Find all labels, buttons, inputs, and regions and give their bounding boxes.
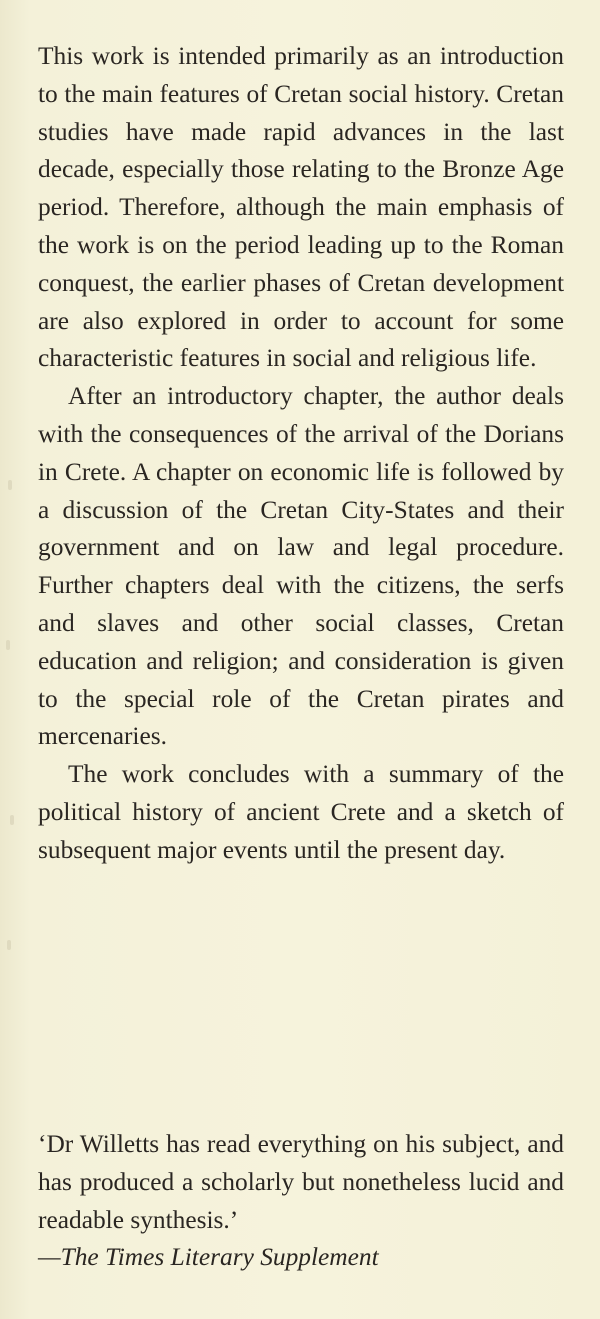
blurb-paragraph-3: The work concludes with a summary of the political history of ancient Crete and a sketch of subsequent major events until the present day. bbox=[38, 760, 564, 864]
paper-speck bbox=[7, 940, 11, 950]
paper-speck bbox=[10, 815, 14, 825]
paper-speck bbox=[8, 480, 12, 490]
blurb-paragraph-2: After an introductory chapter, the author deals with the consequences of the arrival of the Dorians in Crete. A chapter on economic life is followed by a discussion of the Cretan City-States and their government and on law and legal procedure. Further chapters deal with the citizens, the serfs and slaves and other social classes, Cretan education and religion; and consideration is given to the special role of the Cretan pirates and mercenaries. bbox=[38, 382, 564, 751]
review-quote-block bbox=[38, 1126, 564, 1277]
blurb-text bbox=[38, 38, 564, 870]
paper-speck bbox=[6, 640, 10, 650]
review-quote: ‘Dr Willetts has read everything on his subject, and has produced a scholarly but nonetheless lucid and readable synthesis.’ bbox=[38, 1130, 564, 1234]
review-attribution: —The Times Literary Supplement bbox=[38, 1243, 379, 1272]
blurb-paragraph-1: This work is intended primarily as an introduction to the main features of Cretan social history. Cretan studies have made rapid advances in the last decade, especially those relating to the Bronze Age period. Therefore, although the main emphasis of the work is on the period leading up to the Roman conquest, the earlier phases of Cretan development are also explored in order to account for some characteristic features in social and religious life. bbox=[38, 42, 564, 373]
